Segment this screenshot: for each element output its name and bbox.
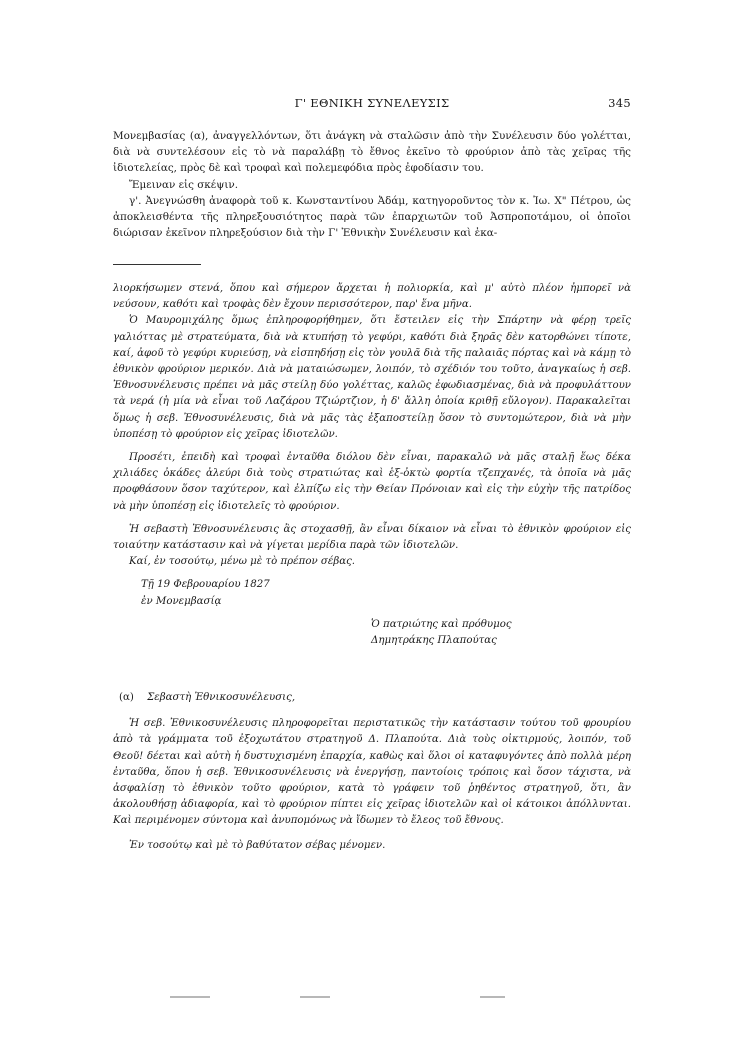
signature-name: Δημητράκης Πλαπούτας [371, 635, 497, 647]
footnote-text [113, 281, 631, 649]
footnote-paragraph: Ὁ Μαυρομιχάλης ὅμως ἐπληροφορήθημεν, ὅτι ἔστειλεν εἰς τὴν Σπάρτην νὰ φέρῃ τρεῖς γαλιόττας μὲ στρατεύματα, διὰ νὰ κτυπήσῃ τὸ γεφύρι, καθότι διὰ ξηρᾶς δὲν κατορθώνει τίποτε, καί, ἀφοῦ τὸ γεφύρι κυριεύσῃ, νὰ εἰσπηδήσῃ εἰς τὸν γουλᾶ διὰ τῆς παλαιᾶς πόρτας καὶ νὰ κάμῃ τὸ ἐθνικὸν φρούριον μερικόν. Διὰ νὰ ματαιώσωμεν, λοιπόν, τὸ σχέδιόν του τοῦτο, ἀναγκαίως ἡ σεβ. Ἐθνοσυνέλευσις πρέπει νὰ μᾶς στείλῃ δύο γολέττας, καλῶς ἐφωδιασμένας, διὰ νὰ προφυλάττουν τὰ νερά (ἡ μία νὰ εἶναι τοῦ Λαζάρου Τζιώρτζιον, ἡ δ' ἄλλη ὁποία κριθῇ εὔλογον). Παρακαλεῖται ὅμως ἡ σεβ. Ἐθνοσυνέλευσις, διὰ νὰ μᾶς τὰς ἐξαποστείλῃ ὅσον τὸ συντομώτερον, διὰ νὰ μὴν ὑποπέσῃ τὸ φρούριον εἰς χεῖρας ἰδιοτελῶν. [113, 315, 631, 440]
footnote-paragraph: Καί, ἐν τοσούτῳ, μένω μὲ τὸ πρέπον σέβας. [129, 556, 356, 568]
scan-artifact [170, 996, 210, 998]
page-number: 345 [608, 96, 631, 110]
footnote-paragraph: λιορκήσωμεν στενά, ὅπου καὶ σήμερον ἄρχεται ἡ πολιορκία, καὶ μ' αὐτὸ πλέον ἠμπορεῖ νὰ νεύσουν, καθότι καὶ τροφὰς δὲν ἔχουν περισσότερον, παρ' ἕνα μῆνα. [113, 283, 631, 311]
place-line: ἐν Μονεμβασίᾳ [141, 595, 222, 607]
scan-artifact [480, 996, 505, 998]
letter-body: Ἡ σεβ. Ἐθνικοσυνέλευσις πληροφορεῖται περιστατικῶς τὴν κατάστασιν τούτου τοῦ φρουρίου ἀπὸ τὰ γράμματα τοῦ ἐξοχωτάτου στρατηγοῦ Δ. Πλαπούτα. Διὰ τοὺς οἰκτιρμούς, λοιπόν, τοῦ Θεοῦ! δέεται καὶ αὐτὴ ἡ δυστυχισμένη ἐπαρχία, καθὼς καὶ ὅλοι οἱ καταφυγόντες ἀπὸ πολλὰ μέρη ἐνταῦθα, ὅπου ἡ σεβ. Ἐθνικοσυνέλευσις νὰ ἐνεργήσῃ, παντοίοις τρόποις καὶ ὅσον τάχιστα, νὰ ἀσφαλίσῃ τὸ ἐθνικὸν τοῦτο φρούριον, κατὰ τὸ γράφειν τοῦ ῥηθέντος στρατηγοῦ, ὅτι, ἂν ἀκολουθήσῃ ἀδιαφορία, καὶ τὸ φρούριον πίπτει εἰς χεῖρας ἰδιοτελῶν καὶ οἱ κάτοικοι ἀπόλλυνται. Καὶ περιμένομεν σύντομα καὶ ἀνυπομόνως νὰ ἴδωμεν τὸ ἔλεος τοῦ ἔθνους. [113, 718, 631, 827]
main-text [113, 128, 631, 241]
date-line: Τῇ 19 Φεβρουαρίου 1827 [141, 579, 270, 591]
running-header [113, 96, 631, 116]
scan-artifact [300, 996, 330, 998]
appended-letter [113, 690, 631, 854]
footnote-paragraph: Προσέτι, ἐπειδὴ καὶ τροφαὶ ἐνταῦθα διόλου δὲν εἶναι, παρακαλῶ νὰ μᾶς σταλῇ ἕως δέκα χιλιάδες ὀκάδες ἀλεύρι διὰ τοὺς στρατιώτας καὶ ἑξ-ὀκτὼ φορτία τζεπχανές, τὰ ὁποῖα νὰ μᾶς προφθάσουν ὅσον ταχύτερον, καὶ ἐλπίζω εἰς τὴν Θείαν Πρόνοιαν καὶ εἰς τὴν εὐχὴν τῆς πατρίδος νὰ μὴν ὑποπέσῃ εἰς ἰδιοτελεῖς τὸ φρούριον. [113, 452, 631, 512]
letter-closing: Ἐν τοσούτῳ καὶ μὲ τὸ βαθύτατον σέβας μένομεν. [129, 839, 386, 851]
main-paragraph: γ'. Ἀνεγνώσθη ἀναφορὰ τοῦ κ. Κωνσταντίνου Ἀδάμ, κατηγοροῦντος τὸν κ. Ἰω. Χ" Πέτρου, ὡς ἀποκλεισθέντα τῆς πληρεξουσιότητος παρὰ τῶν ἐπαρχιωτῶν τοῦ Ἀσπροποτάμου, οἱ ὁποῖοι διώρισαν ἐκεῖνον πληρεξούσιον διὰ τὴν Γ' Ἐθνικὴν Συνέλευσιν καὶ ἐκα- [113, 194, 631, 240]
main-paragraph: Ἔμειναν εἰς σκέψιν. [129, 178, 239, 191]
letter-salutation: Σεβαστὴ Ἐθνικοσυνέλευσις, [147, 692, 296, 703]
header-title: Γ' ΕΘΝΙΚΗ ΣΥΝΕΛΕΥΣΙΣ [294, 96, 450, 110]
footnote-paragraph: Ἡ σεβαστὴ Ἐθνοσυνέλευσις ἂς στοχασθῇ, ἂν εἶναι δίκαιον νὰ εἶναι τὸ ἐθνικὸν φρούριον εἰς τοιαύτην κατάστασιν καὶ νὰ γίγεται μερίδια παρὰ τῶν ἰδιοτελῶν. [113, 523, 631, 552]
signature-line: Ὁ πατριώτης καὶ πρόθυμος [371, 618, 512, 630]
main-paragraph: Μονεμβασίας (α), ἀναγγελλόντων, ὅτι ἀνάγκη νὰ σταλῶσιν ἀπὸ τὴν Συνέλευσιν δύο γολέτται, διὰ νὰ συντελέσουν εἰς τὸ νὰ παραλάβῃ τὸ ἔθνος ἐκεῖνο τὸ φρούριον ἀπὸ τὰς χεῖρας τῆς ἰδιοτελείας, πρὸς δὲ καὶ τροφαὶ καὶ πολεμεφόδια πρὸς ἐφοδίασιν του. [113, 130, 631, 175]
note-label: (α) [119, 692, 134, 703]
footnote-divider [113, 264, 201, 265]
